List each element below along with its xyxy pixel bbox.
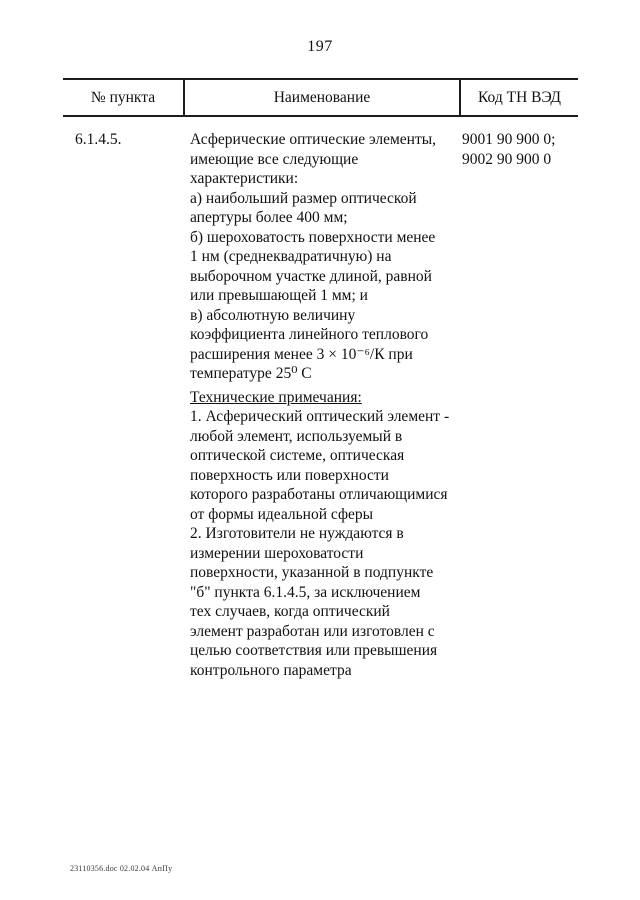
header-cell-item-number: № пункта [63,80,185,115]
text-line: 2. Изготовители не нуждаются в [190,525,404,542]
text-line: апертуры более 400 мм; [190,209,348,226]
text-line: а) наибольший размер оптической [190,189,417,207]
text-line: характеристики: [190,170,299,187]
text-line: поверхности, указанной в подпункте [190,564,434,581]
text-line: коэффициента линейного теплового [190,326,429,343]
text-line: целью соответствия или превышения [190,642,438,659]
text-line: тех случаев, когда оптический [190,603,390,620]
text-line: имеющие все следующие [190,150,359,168]
name-description-lines [190,130,465,384]
text-line: оптической системе, оптическая [190,447,405,464]
text-line: выборочном участке длиной, равной [190,267,432,285]
name-cell [190,130,465,680]
item-number-cell: 6.1.4.5. [75,131,122,148]
text-line: "б" пункта 6.1.4.5, за исключением [190,583,421,601]
text-line: в) абсолютную величину [190,306,356,324]
text-line: б) шероховатость поверхности менее [190,228,436,246]
text-line: любой элемент, используемый в [190,427,403,445]
text-line: контрольного параметра [190,661,352,679]
text-line: Асферические оптические элементы, [190,131,437,148]
header-cell-code: Код ТН ВЭД [477,88,561,106]
text-line: температуре 25⁰ С [190,365,312,382]
text-line: 1 нм (среднеквадратичную) на [190,248,392,265]
text-line: или превышающей 1 мм; и [190,287,368,304]
text-line: поверхность или поверхности [190,466,389,484]
footer-note: 23110356.doc 02.02.04 АпПу [70,864,173,873]
text-line: измерении шероховатости [190,544,364,562]
text-line: элемент разработан или изготовлен с [190,622,435,640]
technical-notes-lines [190,407,465,680]
table-header [63,78,578,117]
header-cell-name: Наименование [185,80,461,115]
text-line: 1. Асферический оптический элемент - [190,408,450,425]
text-line: 9002 90 900 0 [462,150,552,168]
text-line: расширения менее 3 × 10⁻⁶/К при [190,345,413,363]
page-number: 197 [307,38,333,55]
technical-notes-heading: Технические примечания: [190,388,362,406]
codes-cell [462,130,580,169]
text-line: 9001 90 900 0; [462,131,556,148]
text-line: которого разработаны отличающимися [190,486,448,503]
text-line: от формы идеальной сферы [190,505,374,523]
